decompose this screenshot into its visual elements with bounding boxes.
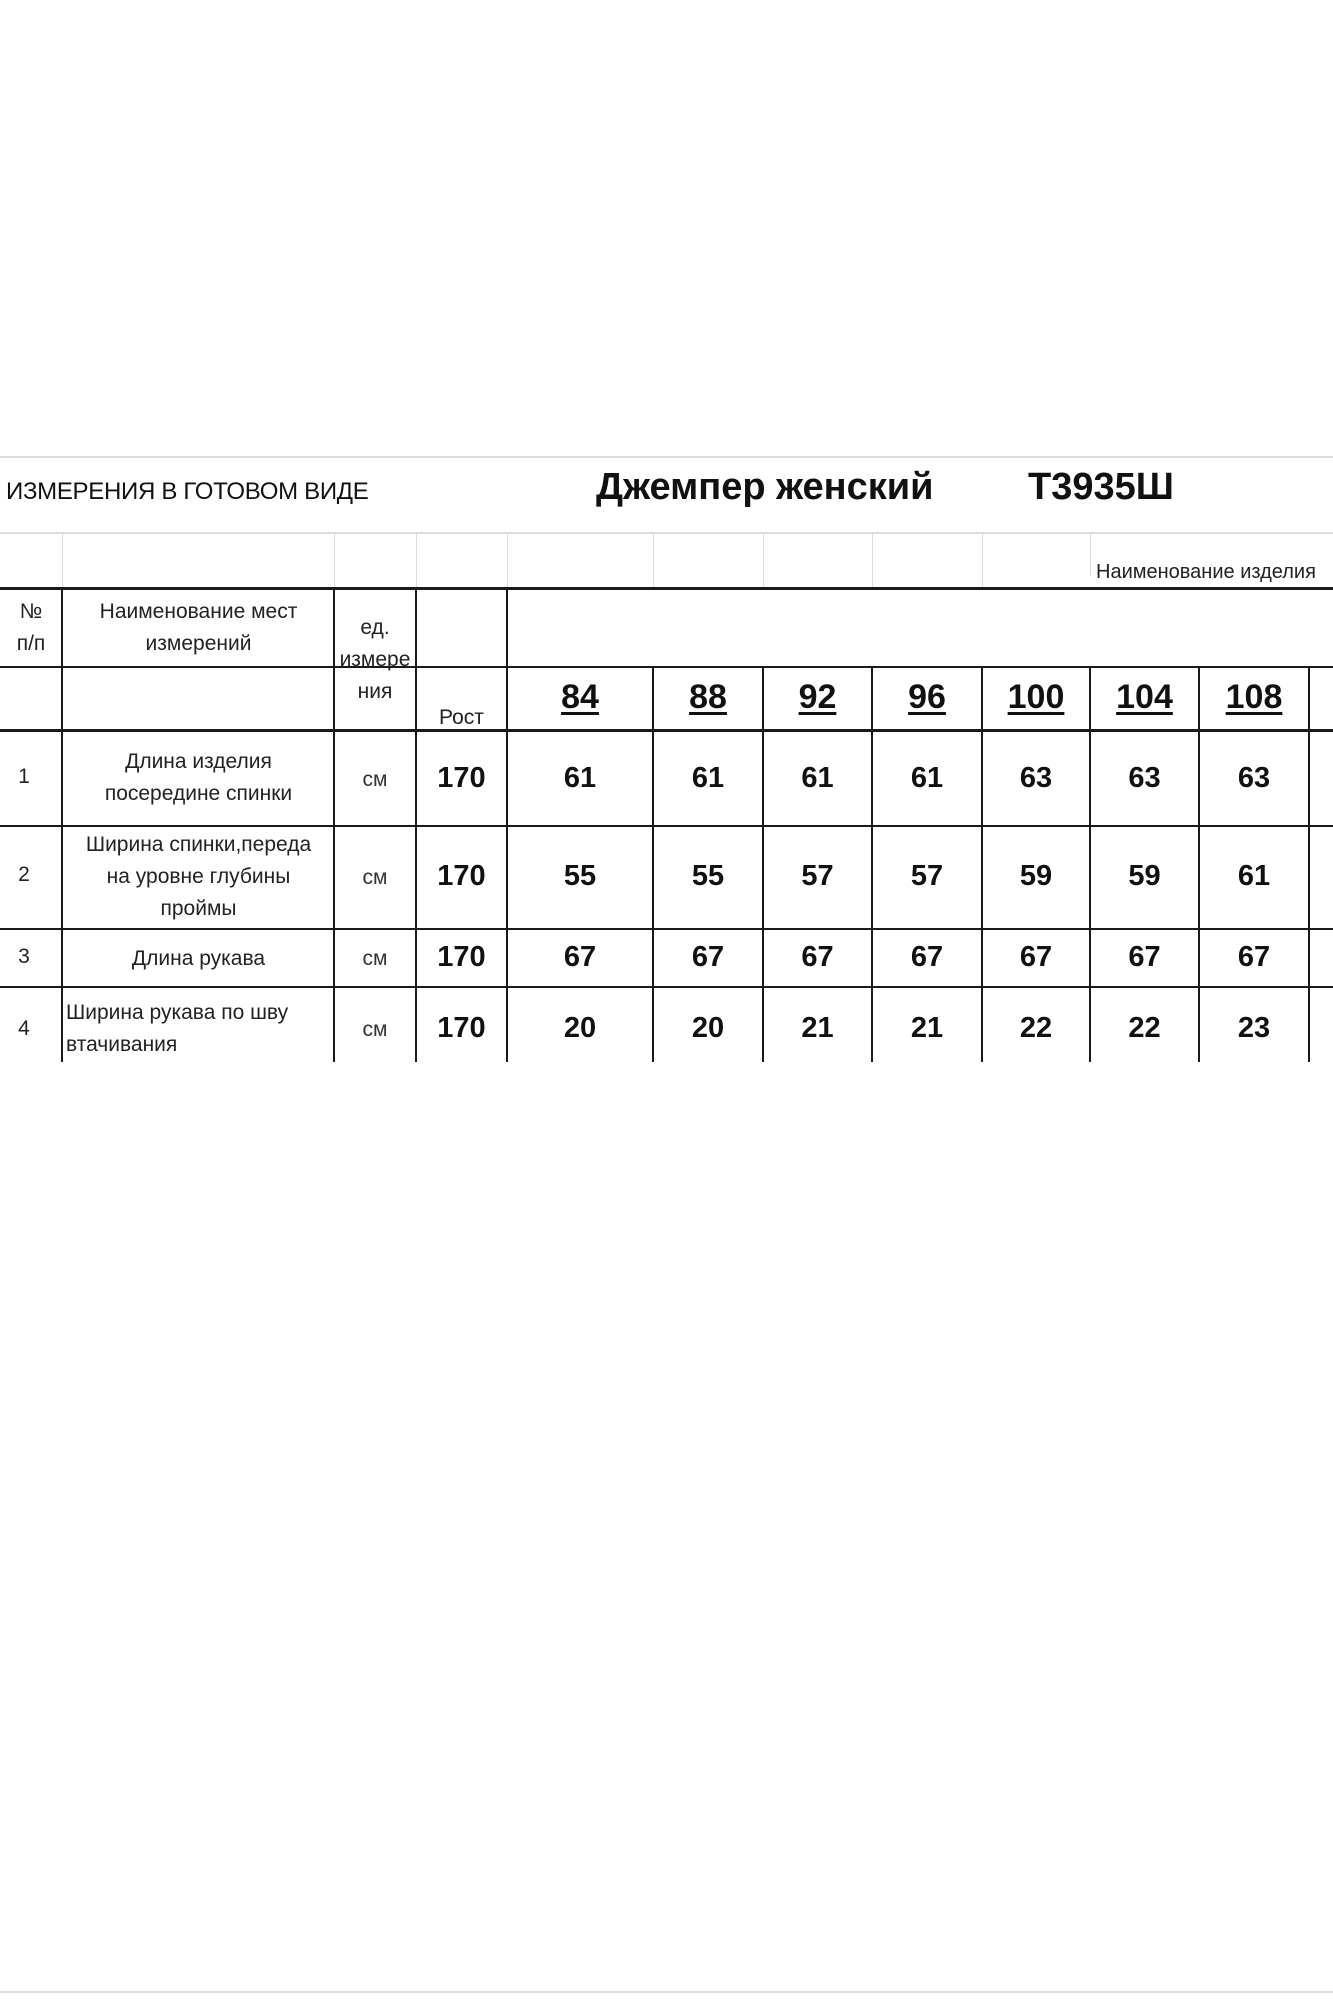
grid-line [507, 534, 508, 588]
value-cell: 67 [691, 941, 725, 973]
size-header: 104 [1116, 678, 1173, 716]
sheet-caption: ИЗМЕРЕНИЯ В ГОТОВОМ ВИДЕ [6, 478, 369, 505]
value-cell: 63 [1128, 762, 1161, 794]
value-cell: 22 [1019, 1012, 1053, 1044]
grid-line [334, 534, 335, 588]
row-number: 3 [18, 945, 30, 968]
measurement-name: Ширина спинки,переда на уровне глубины проймы [85, 833, 312, 920]
height-cell: 170 [437, 1012, 486, 1044]
col-name-header: Наименование мест измерений [99, 600, 298, 655]
grid-line [62, 534, 63, 588]
value-cell: 23 [1237, 1012, 1271, 1044]
table-border [415, 588, 417, 1062]
measurement-name: Длина изделия посередине спинки [104, 750, 293, 805]
value-cell: 59 [1019, 860, 1053, 892]
value-cell: 55 [563, 860, 597, 892]
row-number: 1 [18, 765, 30, 788]
grid-line [763, 534, 764, 588]
size-header: 100 [1007, 678, 1065, 716]
product-title: Джемпер женский [596, 466, 934, 508]
grid-line [1090, 534, 1091, 576]
grid-line [653, 534, 654, 588]
value-cell: 21 [801, 1012, 834, 1044]
value-cell: 21 [910, 1012, 944, 1044]
unit-cell: см [362, 1018, 388, 1041]
table-border [506, 588, 508, 1062]
value-cell: 63 [1019, 762, 1053, 794]
size-header: 84 [561, 678, 599, 716]
grid-line [0, 456, 1333, 458]
table-border [0, 587, 1333, 590]
col-no-header: № п/п [16, 600, 46, 655]
value-cell: 61 [691, 762, 725, 794]
value-cell: 59 [1128, 860, 1161, 892]
value-cell: 67 [1237, 941, 1271, 973]
value-cell: 57 [910, 860, 944, 892]
value-cell: 61 [801, 762, 834, 794]
measurement-name: Ширина рукава по шву втачивания [66, 1001, 289, 1056]
value-cell: 61 [1237, 860, 1271, 892]
value-cell: 61 [563, 762, 597, 794]
unit-cell: см [362, 768, 388, 791]
table-border [0, 986, 1333, 988]
table-border [0, 928, 1333, 930]
height-cell: 170 [437, 762, 486, 794]
unit-cell: см [362, 947, 388, 970]
grid-line [0, 1991, 1333, 1993]
grid-line [416, 534, 417, 588]
size-header: 92 [798, 678, 837, 716]
article-number: Т3935Ш [1028, 466, 1174, 508]
col-unit-header: ед. измере ния [339, 616, 411, 703]
row-number: 2 [18, 863, 30, 886]
value-cell: 63 [1237, 762, 1271, 794]
product-name-label: Наименование изделия [1096, 561, 1316, 583]
value-cell: 67 [563, 941, 597, 973]
value-cell: 20 [563, 1012, 597, 1044]
table-border [0, 825, 1333, 827]
value-cell: 67 [910, 941, 944, 973]
measurement-name: Длина рукава [131, 947, 266, 970]
value-cell: 61 [910, 762, 944, 794]
value-cell: 67 [801, 941, 834, 973]
table-border [0, 666, 1333, 668]
size-header: 96 [908, 678, 946, 716]
value-cell: 20 [691, 1012, 725, 1044]
grid-line [872, 534, 873, 588]
unit-cell: см [362, 866, 388, 889]
table-border [1308, 667, 1310, 1062]
value-cell: 57 [801, 860, 834, 892]
height-cell: 170 [437, 860, 486, 892]
value-cell: 55 [691, 860, 725, 892]
value-cell: 67 [1019, 941, 1053, 973]
grid-line [0, 532, 1333, 534]
size-header: 88 [689, 678, 727, 716]
value-cell: 22 [1128, 1012, 1161, 1044]
table-border [0, 729, 1333, 732]
grid-line [982, 534, 983, 588]
value-cell: 67 [1128, 941, 1161, 973]
height-cell: 170 [437, 941, 486, 973]
col-height-header: Рост [439, 706, 484, 729]
row-number: 4 [18, 1017, 30, 1040]
size-header: 108 [1225, 678, 1283, 716]
